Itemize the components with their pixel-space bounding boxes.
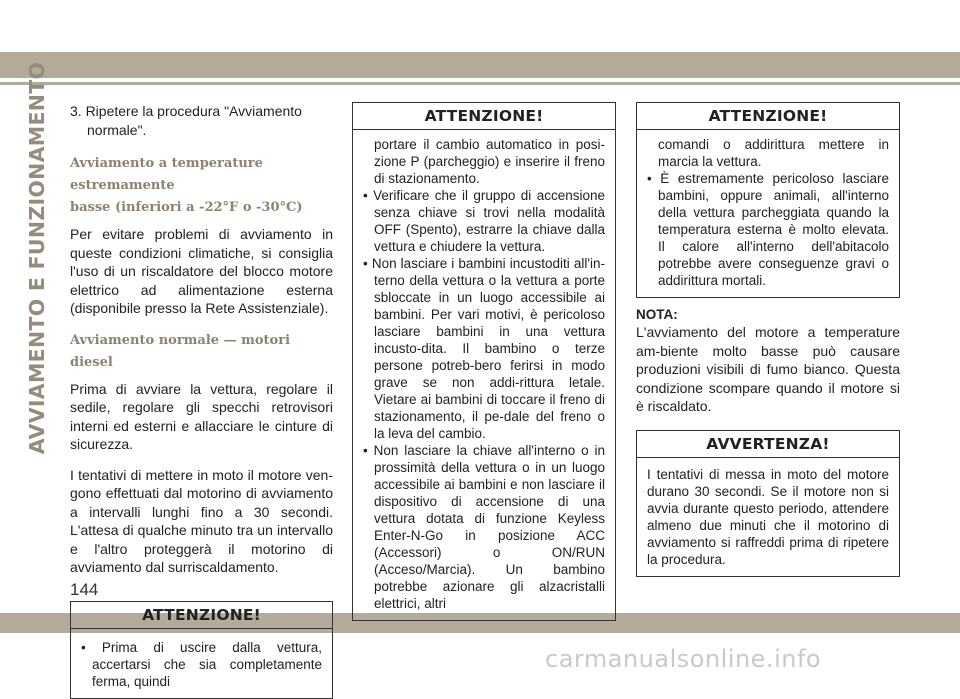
note-label: NOTA: [636,307,678,322]
warning-box-1 [70,601,333,699]
warning-box-1-bullet: • Prima di uscire dalla vettura, accertarsi che sia completamente ferma, quindi [81,639,322,689]
section-side-tab [24,61,50,455]
page-number: 144 [70,580,99,599]
heading-normal-start: Avviamento normale — motori diesel [70,332,291,370]
warning-box-2 [352,102,616,621]
warning-box-2-title: ATTENZIONE! [353,103,615,130]
heading-cold-start-line-2: basse (inferiori a -22°F o -30°C) [70,200,303,215]
step-3-line-2: normale". [87,121,147,138]
header-band [0,52,960,78]
column-2 [352,102,616,621]
watermark: carmanualsonline.info [545,645,822,673]
heading-cold-start [70,153,333,219]
section-side-tab-label: AVVIAMENTO E FUNZIONAMENTO [25,61,49,455]
paragraph-normal-start-1: Prima di avviare la vettura, regolare il sedile, regolare gli specchi retrovisori interni ed esterni e allacciare le cinture di sicurezza. [70,380,333,452]
warning-box-3-continued: comandi o addirittura mettere in marcia la vettura. [658,137,889,169]
warning-box-1-title: ATTENZIONE! [71,602,332,629]
header-rule [0,82,960,85]
warning-box-2-bullet-1: • Verificare che il gruppo di accensione senza chiave si trovi nella modalità OFF (Spento), estrarre la chiave dalla vettura e chiudere la vettura. [363,188,605,254]
warning-box-3-bullet-1: • È estremamente pericoloso lasciare bambini, oppure animali, all'interno della vettura parcheggiata quando la temperatura esterna è molto elevata. Il calore all'interno dell'abitacolo potrebbe avere conseguenze gravi o addirittura mortali. [647,171,889,288]
caution-box [636,430,900,577]
warning-box-2-continued: portare il cambio automatico in posi-zione P (parcheggio) e inserire il freno di stazionamento. [374,137,605,186]
column-1 [70,102,333,699]
caution-box-title: AVVERTENZA! [637,431,899,458]
note-text: L'avviamento del motore a temperature am-biente molto basse può causare produzioni visibili di fumo bianco. Questa condizione scompare quando il motore si è riscaldato. [636,324,900,414]
paragraph-cold-start: Per evitare problemi di avviamento in queste condizioni climatiche, si consiglia l'uso di un riscaldatore del blocco motore elettrico ad alimentazione esterna (disponibile presso la Rete Assistenziale). [70,226,333,316]
warning-box-2-bullet-3: • Non lasciare la chiave all'interno o in prossimità della vettura o in un luogo accessibile ai bambini e non lasciare il dispositivo di accensione di una vettura dotata di funzione Keyless Enter-N-Go in posizione ACC (Accessori) o ON/RUN (Acceso/Marcia). Un bambino potrebbe azionare gli alzacristalli elettrici, altri [363,443,605,611]
step-3-line-1: 3. Ripetere la procedura "Avviamento [70,103,302,119]
caution-box-text: I tentativi di messa in moto del motore durano 30 secondi. Se il motore non si avvia durante questo periodo, attendere almeno due minuti che il motorino di avviamento si raffreddi prima di ripetere la procedura. [647,466,889,567]
warning-box-2-bullet-2: • Non lasciare i bambini incustoditi all'in-terno della vettura o la vettura a porte sbloccate in un luogo accessibile ai bambini. Per vari motivi, è pericoloso lasciare bambini in una vettura incusto-dita. Il bambino o terze persone potreb-bero ferirsi in modo grave se non addi-rittura letale. Vietare ai bambini di toccare il freno di stazionamento, il pe-dale del freno o la leva del cambio. [363,256,605,441]
heading-cold-start-line-1: Avviamento a temperature estremamente [70,156,263,193]
step-3 [70,102,333,139]
paragraph-normal-start-2: I tentativi di mettere in moto il motore ven-gono effettuati dal motorino di avviamento a intervalli lunghi fino a 30 secondi. L'attesa di qualche minuto tra un intervallo e l'altro proteggerà il motorino di avviamento dal surriscaldamento. [70,466,333,575]
warning-box-3-title: ATTENZIONE! [637,103,899,130]
warning-box-3 [636,102,900,298]
column-3 [636,102,900,577]
